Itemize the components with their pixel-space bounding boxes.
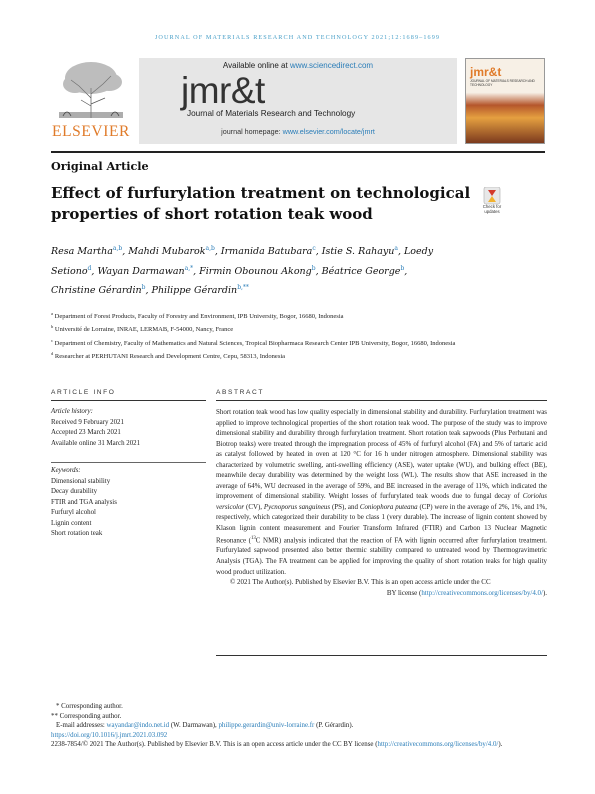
affiliation bbox=[51, 349, 521, 362]
fungus-name: Coniophora puteana bbox=[359, 502, 418, 511]
license-suffix: ). bbox=[542, 588, 547, 597]
author-affiliation-marker[interactable]: b bbox=[141, 284, 146, 291]
abstract-text: (PS), and bbox=[330, 502, 360, 511]
available-label: Available online at bbox=[222, 61, 290, 70]
abstract-text: Short rotation teak wood has low quality especially in dimensional stability and durability. Furfurylation treatment was applied to improve technological properties of the short rotation teak wood. The purpose of the study was to improve dimensional stability and durability through furfurylation treatment. Short rotation teak sapwoods (Plus Perhutani and Biotrop teaks) were treated through the impregnation process of 45% of furfuryl alcohol (FA) and 5% of tartaric acid as catalyst followed by heated in oven at 120 °C for 16 h under nitrogen atmosphere. Dimensional stability was characterized by volumetric swelling, anti-swelling efficiency (ASE), water uptake (WU), and bulking effect (BE), meanwhile decay durability was determined by the weight loss (WL). The results show that ASE increased in the average of 64%, WU decreased in the average of 59%, and BE increased in the average of 11%, which indicated the improvement of dimensional stability. Weight losses of furfurylated teak woods due to fungal decay of bbox=[216, 408, 547, 501]
check-for-updates-button[interactable] bbox=[479, 187, 505, 219]
affiliation-text: Researcher at PERHUTANI Research and Development Centre, Cepu, 58313, Indonesia bbox=[54, 352, 286, 360]
cover-title: jmr&t bbox=[470, 65, 502, 79]
email-link-darmawan[interactable]: wayandar@indo.net.id bbox=[106, 722, 170, 730]
author-separator: , bbox=[404, 265, 408, 277]
affiliation bbox=[51, 309, 521, 322]
issn-line bbox=[51, 740, 546, 750]
author-affiliation-marker[interactable]: d bbox=[87, 264, 92, 272]
email-link-gerardin[interactable]: philippe.gerardin@univ-lorraine.fr bbox=[218, 722, 315, 730]
author-name: Firmin Obounou Akong bbox=[199, 265, 312, 277]
author-name: Irmanida Batubara bbox=[220, 246, 313, 257]
abstract-divider bbox=[216, 400, 547, 401]
author-name: Wayan Darmawan bbox=[97, 265, 185, 277]
fungus-name: Coriolus versicolor bbox=[216, 492, 547, 511]
keyword: Short rotation teak bbox=[51, 530, 103, 537]
copyright-line: © 2021 The Author(s). Published by Elsevier B.V. This is an open access article under the CC bbox=[230, 578, 491, 587]
journal-cover-image bbox=[465, 58, 545, 144]
nmr-superscript: 13 bbox=[251, 535, 256, 541]
affiliation-key: b bbox=[51, 324, 54, 330]
abstract-text: (CV), bbox=[244, 502, 264, 511]
keywords-block bbox=[51, 466, 201, 540]
abstract-text: (CP) were in the average of 2%, 1%, and 1%, respectively, which categorized their durability to be class 1 (very durable). The increase of lignin content showed by Klason lignin content measurement and Fourier Transform Infrared (FTIR) and Carbon 13 Nuclear Magnetic Resonance ( bbox=[216, 502, 548, 544]
author-separator: , bbox=[315, 265, 322, 277]
elsevier-wordmark: ELSEVIER bbox=[52, 123, 130, 140]
email-owner: (W. Darmawan), bbox=[169, 722, 219, 730]
info-divider bbox=[51, 462, 206, 463]
keyword: FTIR and TGA analysis bbox=[51, 498, 117, 506]
doi-link[interactable]: https://doi.org/10.1016/j.jmrt.2021.03.092 bbox=[51, 731, 168, 739]
fungus-name: Pycnoporus sanguineus bbox=[263, 502, 331, 511]
check-updates-label: Check for updates bbox=[482, 204, 502, 214]
received-date: Received 9 February 2021 bbox=[51, 418, 124, 426]
affiliation-key: d bbox=[51, 350, 54, 356]
footnotes bbox=[51, 702, 546, 750]
author-separator: , bbox=[145, 285, 152, 296]
article-type: Original Article bbox=[51, 159, 149, 173]
author-affiliation-marker[interactable]: c bbox=[312, 245, 316, 252]
author-separator: , bbox=[193, 265, 200, 277]
license-label: BY license ( bbox=[386, 588, 422, 597]
affiliation bbox=[51, 322, 521, 335]
journal-name: Journal of Materials Research and Technology bbox=[187, 109, 356, 118]
cover-subtitle: JOURNAL OF MATERIALS RESEARCH AND TECHNOLOGY bbox=[470, 79, 535, 87]
abstract-heading: ABSTRACT bbox=[216, 389, 264, 396]
journal-header-box bbox=[139, 58, 457, 144]
journal-homepage-line bbox=[139, 127, 457, 136]
header-divider bbox=[51, 151, 545, 153]
corresponding-author-1: * Corresponding author. bbox=[56, 703, 123, 710]
homepage-link[interactable]: www.elsevier.com/locate/jmrt bbox=[282, 127, 375, 136]
article-info-divider bbox=[51, 400, 206, 401]
homepage-label: journal homepage: bbox=[221, 127, 283, 136]
issn-license-link[interactable]: http://creativecommons.org/licenses/by/4.0/ bbox=[377, 741, 499, 749]
author-name: Istie S. Rahayu bbox=[321, 246, 395, 257]
available-online-line bbox=[139, 61, 457, 70]
keyword: Furfuryl alcohol bbox=[51, 509, 96, 516]
affiliation-key: a bbox=[51, 311, 53, 316]
author-separator: , bbox=[214, 246, 221, 257]
author-affiliation-marker[interactable]: a,b bbox=[112, 245, 123, 252]
author-affiliation-marker[interactable]: b,** bbox=[237, 284, 249, 291]
article-history bbox=[51, 407, 201, 449]
affiliation bbox=[51, 336, 521, 349]
author-name: Resa Martha bbox=[51, 246, 113, 257]
author-separator: , bbox=[315, 246, 322, 257]
author-separator: , bbox=[91, 265, 98, 277]
author-affiliation-marker[interactable]: b bbox=[400, 264, 405, 272]
corresponding-author-2: ** Corresponding author. bbox=[51, 712, 122, 720]
license-line bbox=[216, 588, 547, 599]
issn-suffix: ). bbox=[498, 741, 503, 749]
keywords-label: Keywords: bbox=[51, 467, 81, 474]
author-name: Christine Gérardin bbox=[51, 285, 142, 296]
email-line bbox=[51, 721, 546, 731]
check-updates-icon bbox=[479, 187, 505, 205]
keyword: Lignin content bbox=[51, 519, 92, 527]
author-list bbox=[51, 241, 451, 300]
license-link[interactable]: http://creativecommons.org/licenses/by/4.0/ bbox=[421, 588, 543, 597]
author-affiliation-marker[interactable]: a bbox=[394, 245, 398, 252]
author-affiliation-marker[interactable]: b bbox=[311, 264, 316, 272]
history-label: Article history: bbox=[51, 408, 93, 415]
accepted-date: Accepted 23 March 2021 bbox=[51, 429, 121, 436]
keyword: Dimensional stability bbox=[51, 477, 111, 485]
sciencedirect-link[interactable]: www.sciencedirect.com bbox=[289, 61, 374, 70]
keyword: Decay durability bbox=[51, 488, 98, 495]
affiliation-text: Department of Chemistry, Faculty of Mathematics and Natural Sciences, Tropical Biopharmaca Research Center IPB University, Bogor, 16680, Indonesia bbox=[54, 339, 456, 347]
author-name: Béatrice George bbox=[321, 265, 401, 277]
author-affiliation-marker[interactable]: a,b bbox=[205, 245, 215, 252]
author-separator: , bbox=[122, 246, 129, 257]
author-affiliation-marker[interactable]: a,* bbox=[184, 264, 194, 272]
issn-text: 2238-7854/© 2021 The Author(s). Published by Elsevier B.V. This is an open access article under the CC BY license ( bbox=[51, 741, 378, 749]
abstract-body bbox=[216, 407, 547, 598]
affiliation-text: Université de Lorraine, INRAE, LERMAB, F-54000, Nancy, France bbox=[54, 326, 234, 334]
affiliations bbox=[51, 309, 521, 362]
author-name: Loedy Setiono bbox=[51, 246, 434, 277]
abstract-bottom-divider bbox=[216, 655, 547, 656]
online-date: Available online 31 March 2021 bbox=[51, 439, 141, 447]
article-title: Effect of furfurylation treatment on technological properties of short rotation teak wood bbox=[51, 184, 471, 223]
abstract-text: C NMR) analysis indicated that the reaction of FA with lignin occurred after furfurylation treatment. Furfurylated sapwood presented also better thermic stability compared to untreated wood by Thermogravimetric Analysis (TGA). The FA treatment can be applied for improving the quality of short rotation teaks for high quality wood product utilization. bbox=[216, 535, 547, 576]
abstract-paragraph bbox=[216, 407, 547, 577]
affiliation-key: c bbox=[51, 337, 53, 343]
affiliation-text: Department of Forest Products, Faculty of Forestry and Environment, IPB University, Bogor, 16680, Indonesia bbox=[54, 313, 344, 320]
email-owner: (P. Gérardin). bbox=[314, 722, 354, 730]
author-name: Philippe Gérardin bbox=[151, 285, 238, 296]
email-label: E-mail addresses: bbox=[56, 722, 107, 730]
author-separator: , bbox=[397, 246, 404, 257]
author-name: Mahdi Mubarok bbox=[128, 246, 206, 257]
journal-citation-line: JOURNAL OF MATERIALS RESEARCH AND TECHNOLOGY 2021;12:1689–1699 bbox=[154, 34, 441, 41]
journal-logo: jmr&t bbox=[181, 70, 265, 111]
article-info-heading: ARTICLE INFO bbox=[51, 389, 116, 396]
